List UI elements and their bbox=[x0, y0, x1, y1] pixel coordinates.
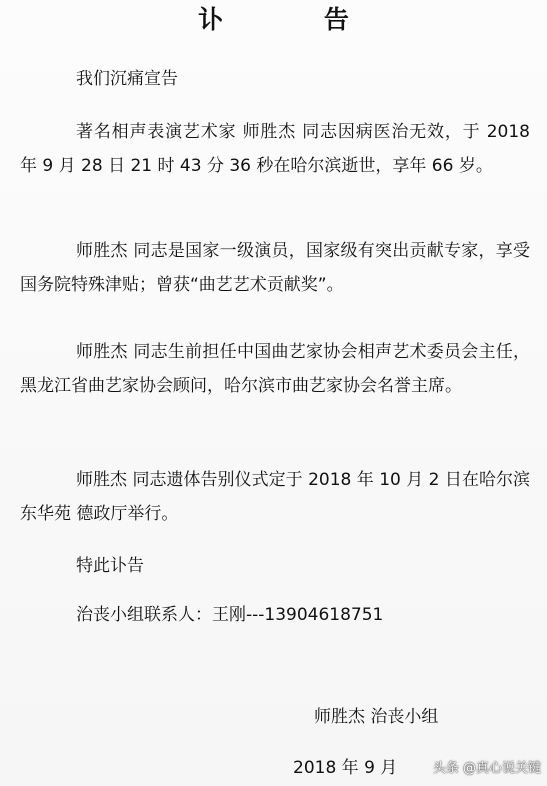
paragraph-positions: 师胜杰 同志生前担任中国曲艺家协会相声艺术委员会主任，黑龙江省曲艺家协会顾问，哈尔滨市曲艺家协会名誉主席。 bbox=[20, 342, 530, 396]
contact-line: 治丧小组联系人：王刚---13904618751 bbox=[76, 605, 384, 625]
paragraph-death-notice: 著名相声表演艺术家 师胜杰 同志因病医治无效，于 2018 年 9 月 28 日 21 时 43 分 36 秒在哈尔滨逝世，享年 66 岁。 bbox=[20, 122, 530, 176]
paragraph-honors: 师胜杰 同志是国家一级演员，国家级有突出贡献专家，享受国务院特殊津贴；曾获“曲艺艺术贡献奖”。 bbox=[20, 241, 530, 295]
closing-line: 特此讣告 bbox=[76, 556, 144, 576]
watermark-label: 头条 @真心说关键 bbox=[432, 761, 541, 776]
date-line: 2018 年 9 月 bbox=[293, 758, 398, 778]
document-title: 讣 告 bbox=[198, 5, 395, 34]
signature-line: 师胜杰 治丧小组 bbox=[314, 707, 439, 727]
opening-line: 我们沉痛宣告 bbox=[76, 69, 178, 89]
paragraph-funeral-arrangement: 师胜杰 同志遗体告别仪式定于 2018 年 10 月 2 日在哈尔滨东华苑 德政厅举行。 bbox=[20, 470, 530, 524]
